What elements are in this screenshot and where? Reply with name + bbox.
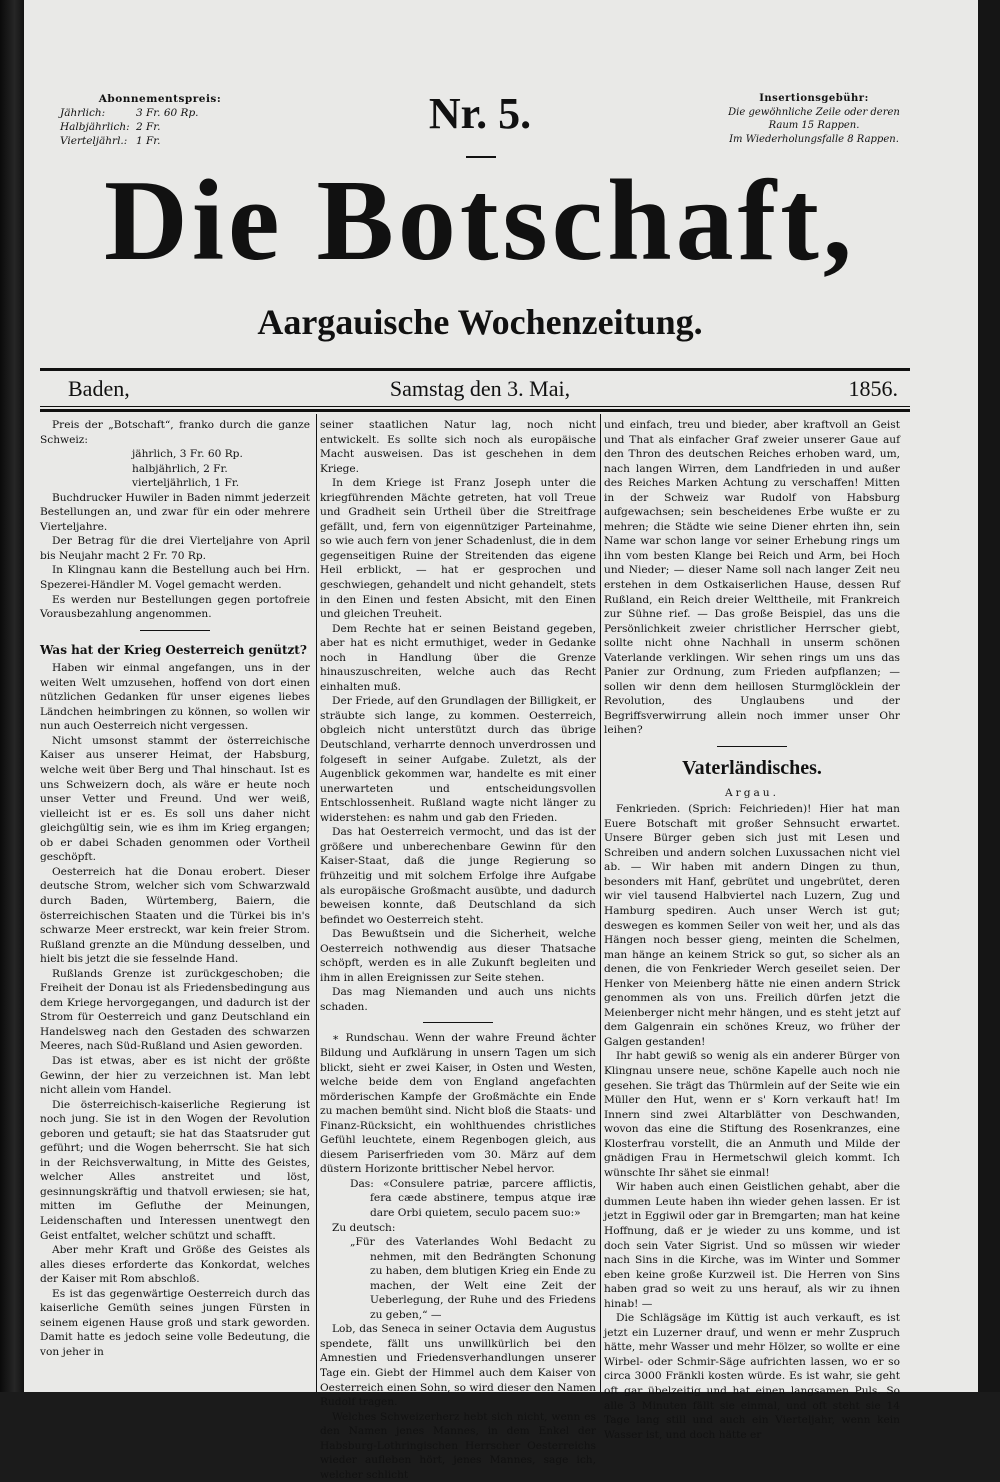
article-paragraph: seiner staatlichen Natur lag, noch nicht entwickelt. Es sollte sich noch als europäische Macht ausweisen. Das ist geschehen in dem Kriege. [320, 419, 596, 475]
article-paragraph: ∗ Rundschau. Wenn der wahre Freund ächter Bildung und Aufklärung in unsern Tagen um sich blickt, sieht er zwei Kaiser, in Osten und Westen, welche beide dem von England angefachten mörderischen Kampfe der Großmächte ein Ende zu machen bemüht sind. Nicht bloß die Staats- und Finanz-Rücksicht, ein wohlthuendes christliches Gefühl leuchtete, einem Regenbogen gleich, aus diesem Pariserfrieden vom 30. März auf dem düstern Horizonte brittischer Nebel hervor. [320, 1032, 596, 1176]
article-paragraph: und einfach, treu und bieder, aber kraftvoll an Geist und That als einfacher Graf zweier unserer Gaue auf den Thron des deutschen Reiches erhoben ward, um, nach langen Wirren, dem Landfrieden in und außer des Reiches Marken Achtung zu verschaffen! Mitten in der Schweiz war Rudolf von Habsburg aufgewachsen; sein bescheidenes Erbe wußte er zu mehren; die Städte wie seine Diener ehrten ihn, sein Name war schon lange vor seiner Erhebung rings um ihn vom besten Klange bei Reich und Arm, bei Hoch und Nieder; — dieser Name soll nach langer Zeit neu erstehen in dem Ostkaiserlichen Hause, dessen Ruf Rußland, ein Reich dreier Welttheile, mit Frankreich zur Sühne rief. — Das große Beispiel, das uns die Persönlichkeit zweier christlicher Herrscher giebt, sollte nicht ohne Nachhall in unserm schönen Vaterlande verklingen. Wir sehen rings um uns das Panier zur Ordnung, zum Frieden aufpflanzen; — sollen wir denn dem heillosen Sturmglöcklein der Revolution, des Unglaubens und der Begriffsverwirrung allein noch immer unser Ohr leihen? [604, 419, 900, 737]
subscription-title: Abonnementspreis: [98, 93, 222, 105]
notice-paragraph: Preis der „Botschaft“, franko durch die ganze Schweiz: [40, 419, 310, 446]
insertion-line: Im Wiederholungsfalle 8 Rappen. [729, 133, 899, 145]
notice-price: jährlich, 3 Fr. 60 Rp. [132, 448, 243, 461]
notice-paragraph: Buchdrucker Huwiler in Baden nimmt jederzeit Bestellungen an, und zwar für ein oder mehrere Vierteljahre. [40, 491, 310, 533]
article-heading: Was hat der Krieg Oesterreich genützt? [40, 642, 307, 657]
subscription-row: Jährlich: 3 Fr. 60 Rp. [60, 107, 199, 119]
article-paragraph: In dem Kriege ist Franz Joseph unter die kriegführenden Mächte getreten, hat voll Treue und Gradheit sein Urtheil über die Streitfrage gefällt, und, fern von eigennütziger Parteinahme, so wie auch fern von jener Schadenlust, die in dem gegenseitigen Ruine der Streitenden das eigene Heil erblickt, — hat er gesprochen und geschwiegen, gehandelt und nicht gehandelt, stets in den Einen und festen Absicht, mit den Einen und gleichen Treuheit. [320, 477, 596, 621]
issue-number: Nr. 5. [428, 89, 532, 138]
subscription-row: Halbjährlich: 2 Fr. [60, 121, 161, 133]
section-divider [717, 746, 787, 747]
article-paragraph: Ihr habt gewiß so wenig als ein anderer Bürger von Klingnau unsere neue, schöne Kapelle auch noch nie gesehen. Sie trägt das Thürmlein auf der Seite wie ein Müller den Hut, wenn er s' Korn verkauft hat! Im Innern sind zwei Altarblätter von Deschwanden, wovon das eine die Stiftung des Rosenkranzes, eine Klosterfrau vorstellt, die an Anmuth und Milde der gnädigen Frau in Hermetschwil gleich kommt. Ich wünschte Ihr sähet sie einmal! [604, 1050, 900, 1179]
dateline-bottom-rule-thick [40, 409, 910, 412]
dateline-year: 1856. [848, 376, 898, 401]
newspaper-page [24, 0, 978, 1481]
dateline-top-rule [40, 368, 910, 371]
article-paragraph: Haben wir einmal angefangen, uns in der weiten Welt umzusehen, hoffend von dort einen nützlichen Gedanken für unser eigenes liebes Ländchen heimbringen zu können, so wollen wir nun auch Oesterreich nicht vergessen. [40, 662, 310, 733]
article-paragraph: Aber mehr Kraft und Größe des Geistes als alles dieses erforderte das Konkordat, welches der Kaiser mit Rom abschloß. [40, 1244, 310, 1286]
section-divider [140, 630, 210, 631]
insertion-line: Die gewöhnliche Zeile oder deren [728, 106, 900, 118]
article-paragraph: Oesterreich hat die Donau erobert. Dieser deutsche Strom, welcher sich vom Schwarzwald durch Baden, Würtemberg, Baiern, die österreichischen Staaten und die Türkei bis in's schwarze Meer erstreckt, war kein freier Strom. Rußland grenzte an die Mündung desselben, und hielt bis jetzt die sie fesselnde Hand. [40, 865, 310, 966]
section-divider [423, 1022, 493, 1023]
insertion-title: Insertionsgebühr: [759, 93, 869, 104]
column-1 [40, 418, 310, 1378]
masthead-subtitle: Aargauische Wochenzeitung. [257, 302, 703, 342]
article-paragraph: Fenkrieden. (Sprich: Feichrieden)! Hier hat man Euere Botschaft mit großer Sehnsucht erwartet. Unsere Bürger geben sich just mit Lesen und Schreiben und andern solchen Luxussachen nicht viel ab. — Wir haben mit andern Dingen zu thun, besonders mit Hanf, gebrütet und ungebrütet, deren wir viel tausend Halbviertel nach Luzern, Zug und Hamburg spediren. Auch unser Werch ist gut; deswegen es kommen Seiler von weit her, und als das Hängen noch besser gieng, meinten die Schelmen, man hänge an keinem Strick so gut, so sicher als an denen, die von Fenkrieder Werch geseilet seien. Der Henker von Meienberg hätte nie einen andern Strick genommen als von uns. Freilich dürfen jetzt die Meienberger nicht mehr hängen, und es steht jetzt auf dem Galgenrain ein schönes Kreuz, wo früher der Galgen gestanden! [604, 803, 900, 1048]
article-paragraph: Welches Schweizerherz hebt sich nicht, wenn es den Namen jenes Mannes, in dem Enkel der Habsburg-Lothringischen Herrscher Oesterreichs wieder aufleben hört, jenes Mannes, sage ich, welcher schlicht [320, 1410, 596, 1481]
notice-paragraph: In Klingnau kann die Bestellung auch bei Hrn. Spezerei-Händler M. Vogel gemacht werden. [40, 564, 310, 592]
article-paragraph: Es ist das gegenwärtige Oesterreich durch das kaiserliche Gemüth seines jungen Fürsten in seinem eigenen Hause groß und stark geworden. Damit hatte es jedoch seine volle Bedeutung, die von jeher in [40, 1287, 310, 1358]
notice-paragraph: Der Betrag für die drei Vierteljahre von April bis Neujahr macht 2 Fr. 70 Rp. [40, 535, 310, 562]
book-binding-edge [0, 0, 24, 1392]
column-2 [320, 418, 596, 1481]
column-divider [600, 414, 601, 1392]
article-paragraph: Die Schlägsäge im Küttig ist auch verkauft, es ist jetzt ein Luzerner drauf, und wenn er mehr Zuspruch hätte, mehr Wasser und mehr Hölzer, so wollte er eine Wirbel- oder Schmir-Säge aufrichten lassen, wo er so circa 3000 Fränkli kosten würde. Es ist wahr, sie geht oft gar übelzeitig und hat einen langsamen Puls. So alle 3 Minuten fällt sie einmal, und oft steht sie 14 Tage lang still und auch ein Vierteljahr, wenn kein Wasser ist, und doch hätte er [604, 1312, 900, 1441]
article-paragraph: Das Bewußtsein und die Sicherheit, welche Oesterreich nothwendig aus dieser Thatsache schöpft, werden es in alle Zukunft begleiten und ihm in allen Ereignissen zur Seite stehen. [320, 928, 596, 984]
subscription-row: Vierteljährl.: 1 Fr. [60, 135, 161, 147]
article-paragraph: Zu deutsch: [332, 1221, 396, 1234]
dateline [62, 376, 898, 406]
region-label: Argau. [724, 786, 779, 799]
section-heading: Vaterländisches. [682, 757, 822, 780]
notice-price: vierteljährlich, 1 Fr. [132, 477, 240, 490]
article-paragraph: Wir haben auch einen Geistlichen gehabt, aber die dummen Leute haben ihn wieder gehen lassen. Er ist jetzt in Eggiwil oder gar in Bremgarten; man hat keine Hoffnung, daß er je wieder zu uns komme, und ist doch sein Vater Sigrist. Und so müssen wir wieder nach Sins in die Kirche, was im Winter und Sommer eben keine große Kurzweil ist. Die Herren von Sins haben grad so weit zu uns herauf, als wir zu ihnen hinab! — [604, 1181, 900, 1310]
article-paragraph: Das mag Niemanden und auch uns nichts schaden. [320, 986, 596, 1013]
article-paragraph: Das ist etwas, aber es ist nicht der größte Gewinn, der hier zu verzeichnen ist. Man lebt nicht allein vom Handel. [40, 1054, 310, 1097]
subscription-box [60, 92, 260, 148]
article-paragraph: Der Friede, auf den Grundlagen der Billigkeit, er sträubte sich lange, zu kommen. Oesterreich, obgleich nicht unterstützt durch das übrige Deutschland, verharrte dennoch unverdrossen und folgeseft in seiner Aufgabe. Zuletzt, als der Augenblick gekommen war, handelte es mit einer unerwarteten und entscheidungsvollen Entschlossenheit. Rußland wagte nicht länger zu widerstehen: es nahm und gab den Frieden. [320, 695, 596, 824]
article-paragraph: Dem Rechte hat er seinen Beistand gegeben, aber hat es nicht ermuthiget, weder in Gedanke noch in Handlung über die Grenze hinauszuschreiten, welche auch das Recht einhalten muß. [320, 622, 596, 693]
dateline-date: Samstag den 3. Mai, [389, 376, 571, 401]
dateline-bottom-rule [40, 406, 910, 407]
article-paragraph: Rußlands Grenze ist zurückgeschoben; die Freiheit der Donau ist als Friedensbedingung aus dem Kriege hervorgegangen, und dadurch ist der Strom für Oesterreich und ganz Deutschland ein Handelsweg nach den Gestaden des schwarzen Meeres, nach Süd-Rußland und Asien geworden. [40, 967, 310, 1053]
notice-paragraph: Es werden nur Bestellungen gegen portofreie Vorausbezahlung angenommen. [40, 593, 310, 621]
article-paragraph: Die österreichisch-kaiserliche Regierung ist noch jung. Sie ist in den Wogen der Revolution geboren und getauft; sie hat das Staatsruder gut geführt; und die Wogen beherrscht. Sie hat sich in der Reichsverwaltung, in Mitte des Geistes, welcher Alles anstreitet und löst, gesinnungskräftig und thatvoll erwiesen; sie hat, mitten im Gefluthe der Meinungen, Leidenschaften und Interessen unentwegt den Geist entfaltet, welcher schützt und schafft. [40, 1098, 310, 1242]
column-3 [604, 418, 900, 1441]
latin-quote: Das: «Consulere patriæ, parcere afflictis, fera cæde abstinere, tempus atque iræ dare Orbi quietem, seculo pacem suo:» [350, 1177, 596, 1219]
article-paragraph: Nicht umsonst stammt der österreichische Kaiser aus unserer Heimat, der Habsburg, welche weit über Berg und Thal hinschaut. Ist es uns Schweizern doch, als wäre er heute noch unser Vetter und Freund. Und wer weiß, vielleicht ist er es. Es soll uns daher nicht gleichgültig sein, wie es ihm im Krieg ergangen; ob er dabei Schaden genommen oder Vortheil geschöpft. [40, 734, 310, 864]
dateline-place: Baden, [68, 376, 130, 401]
column-divider [316, 414, 317, 1392]
article-paragraph: Das hat Oesterreich vermocht, und das ist der größere und unberechenbare Gewinn für den Kaiser-Staat, daß die junge Regierung so frühzeitig und mit solchem Erfolge ihre Aufgabe als europäische Großmacht ausübte, und dadurch beweisen konnte, daß Deutschland da sich befindet wo Oesterreich steht. [320, 826, 596, 926]
article-paragraph: Lob, das Seneca in seiner Octavia dem Augustus spendete, fällt uns unwillkürlich bei den Amnestien und Friedensverhandlungen unserer Tage ein. Giebt der Himmel auch dem Kaiser von Oesterreich einen Sohn, so wird dieser den Namen Rudolf tragen. [320, 1323, 596, 1409]
scan-background [978, 0, 1000, 1392]
notice-price: halbjährlich, 2 Fr. [132, 462, 228, 475]
insertion-line: Raum 15 Rappen. [768, 120, 860, 131]
insertion-fee-box [726, 92, 902, 146]
masthead-title: Die Botschaft, [104, 157, 856, 285]
translation-quote: „Für des Vaterlandes Wohl Bedacht zu nehmen, mit den Bedrängten Schonung zu haben, dem blutigen Krieg ein Ende zu machen, der Welt eine Zeit der Ueberlegung, der Ruhe und des Friedens zu geben,“ — [350, 1236, 596, 1321]
